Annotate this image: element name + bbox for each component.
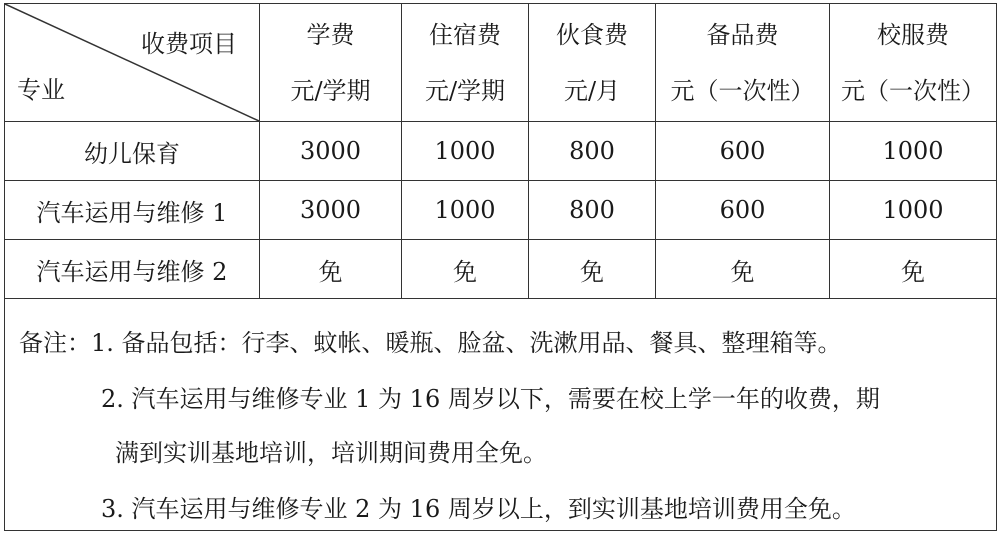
table-cell: 免: [656, 240, 830, 299]
column-header-supplies: [656, 4, 830, 122]
major-label: 专业: [17, 76, 65, 104]
column-name: 备品费: [706, 20, 779, 49]
table-row: [5, 240, 997, 299]
table-cell: 1000: [830, 122, 997, 181]
table-cell: 免: [402, 240, 529, 299]
diagonal-header-cell: [5, 4, 260, 122]
table-cell: 3000: [260, 122, 402, 181]
note-line-4: 3. 汽车运用与维修专业 2 为 16 周岁以上，到实训基地培训费用全免。: [101, 495, 856, 523]
fee-table: [4, 3, 997, 531]
table-cell: 1000: [402, 122, 529, 181]
column-header-tuition: [260, 4, 402, 122]
table-cell: 3000: [260, 181, 402, 240]
note-line-2: 2. 汽车运用与维修专业 1 为 16 周岁以下，需要在校上学一年的收费，期: [101, 385, 880, 413]
column-name: 住宿费: [429, 20, 501, 49]
notes-row: [5, 299, 997, 531]
column-name: 伙食费: [556, 20, 628, 49]
column-unit: 元（一次性）: [841, 76, 985, 105]
column-unit: 元/月: [563, 76, 621, 105]
column-unit: 元/学期: [424, 76, 506, 105]
column-name: 学费: [306, 20, 355, 49]
fee-item-label: 收费项目: [141, 30, 237, 58]
table-cell: 800: [529, 122, 656, 181]
table-row: [5, 122, 997, 181]
notes-cell: [5, 299, 997, 531]
row-major: 汽车运用与维修 1: [5, 181, 260, 240]
header-row: [5, 4, 997, 122]
column-header-lodging: [402, 4, 529, 122]
row-major: 汽车运用与维修 2: [5, 240, 260, 299]
table-cell: 800: [529, 181, 656, 240]
column-unit: 元（一次性）: [670, 76, 815, 105]
table-cell: 免: [260, 240, 402, 299]
table-cell: 免: [830, 240, 997, 299]
note-line-1: 备注：1. 备品包括：行李、蚊帐、暖瓶、脸盆、洗漱用品、餐具、整理箱等。: [19, 329, 842, 357]
table-cell: 600: [656, 181, 830, 240]
column-name: 校服费: [877, 20, 949, 49]
table-row: [5, 181, 997, 240]
column-header-meals: [529, 4, 656, 122]
table-cell: 600: [656, 122, 830, 181]
column-unit: 元/学期: [290, 76, 371, 105]
table-cell: 1000: [402, 181, 529, 240]
table-cell: 1000: [830, 181, 997, 240]
column-header-uniform: [830, 4, 997, 122]
row-major: 幼儿保育: [5, 122, 260, 181]
table-cell: 免: [529, 240, 656, 299]
note-line-3: 满到实训基地培训，培训期间费用全免。: [115, 439, 547, 467]
